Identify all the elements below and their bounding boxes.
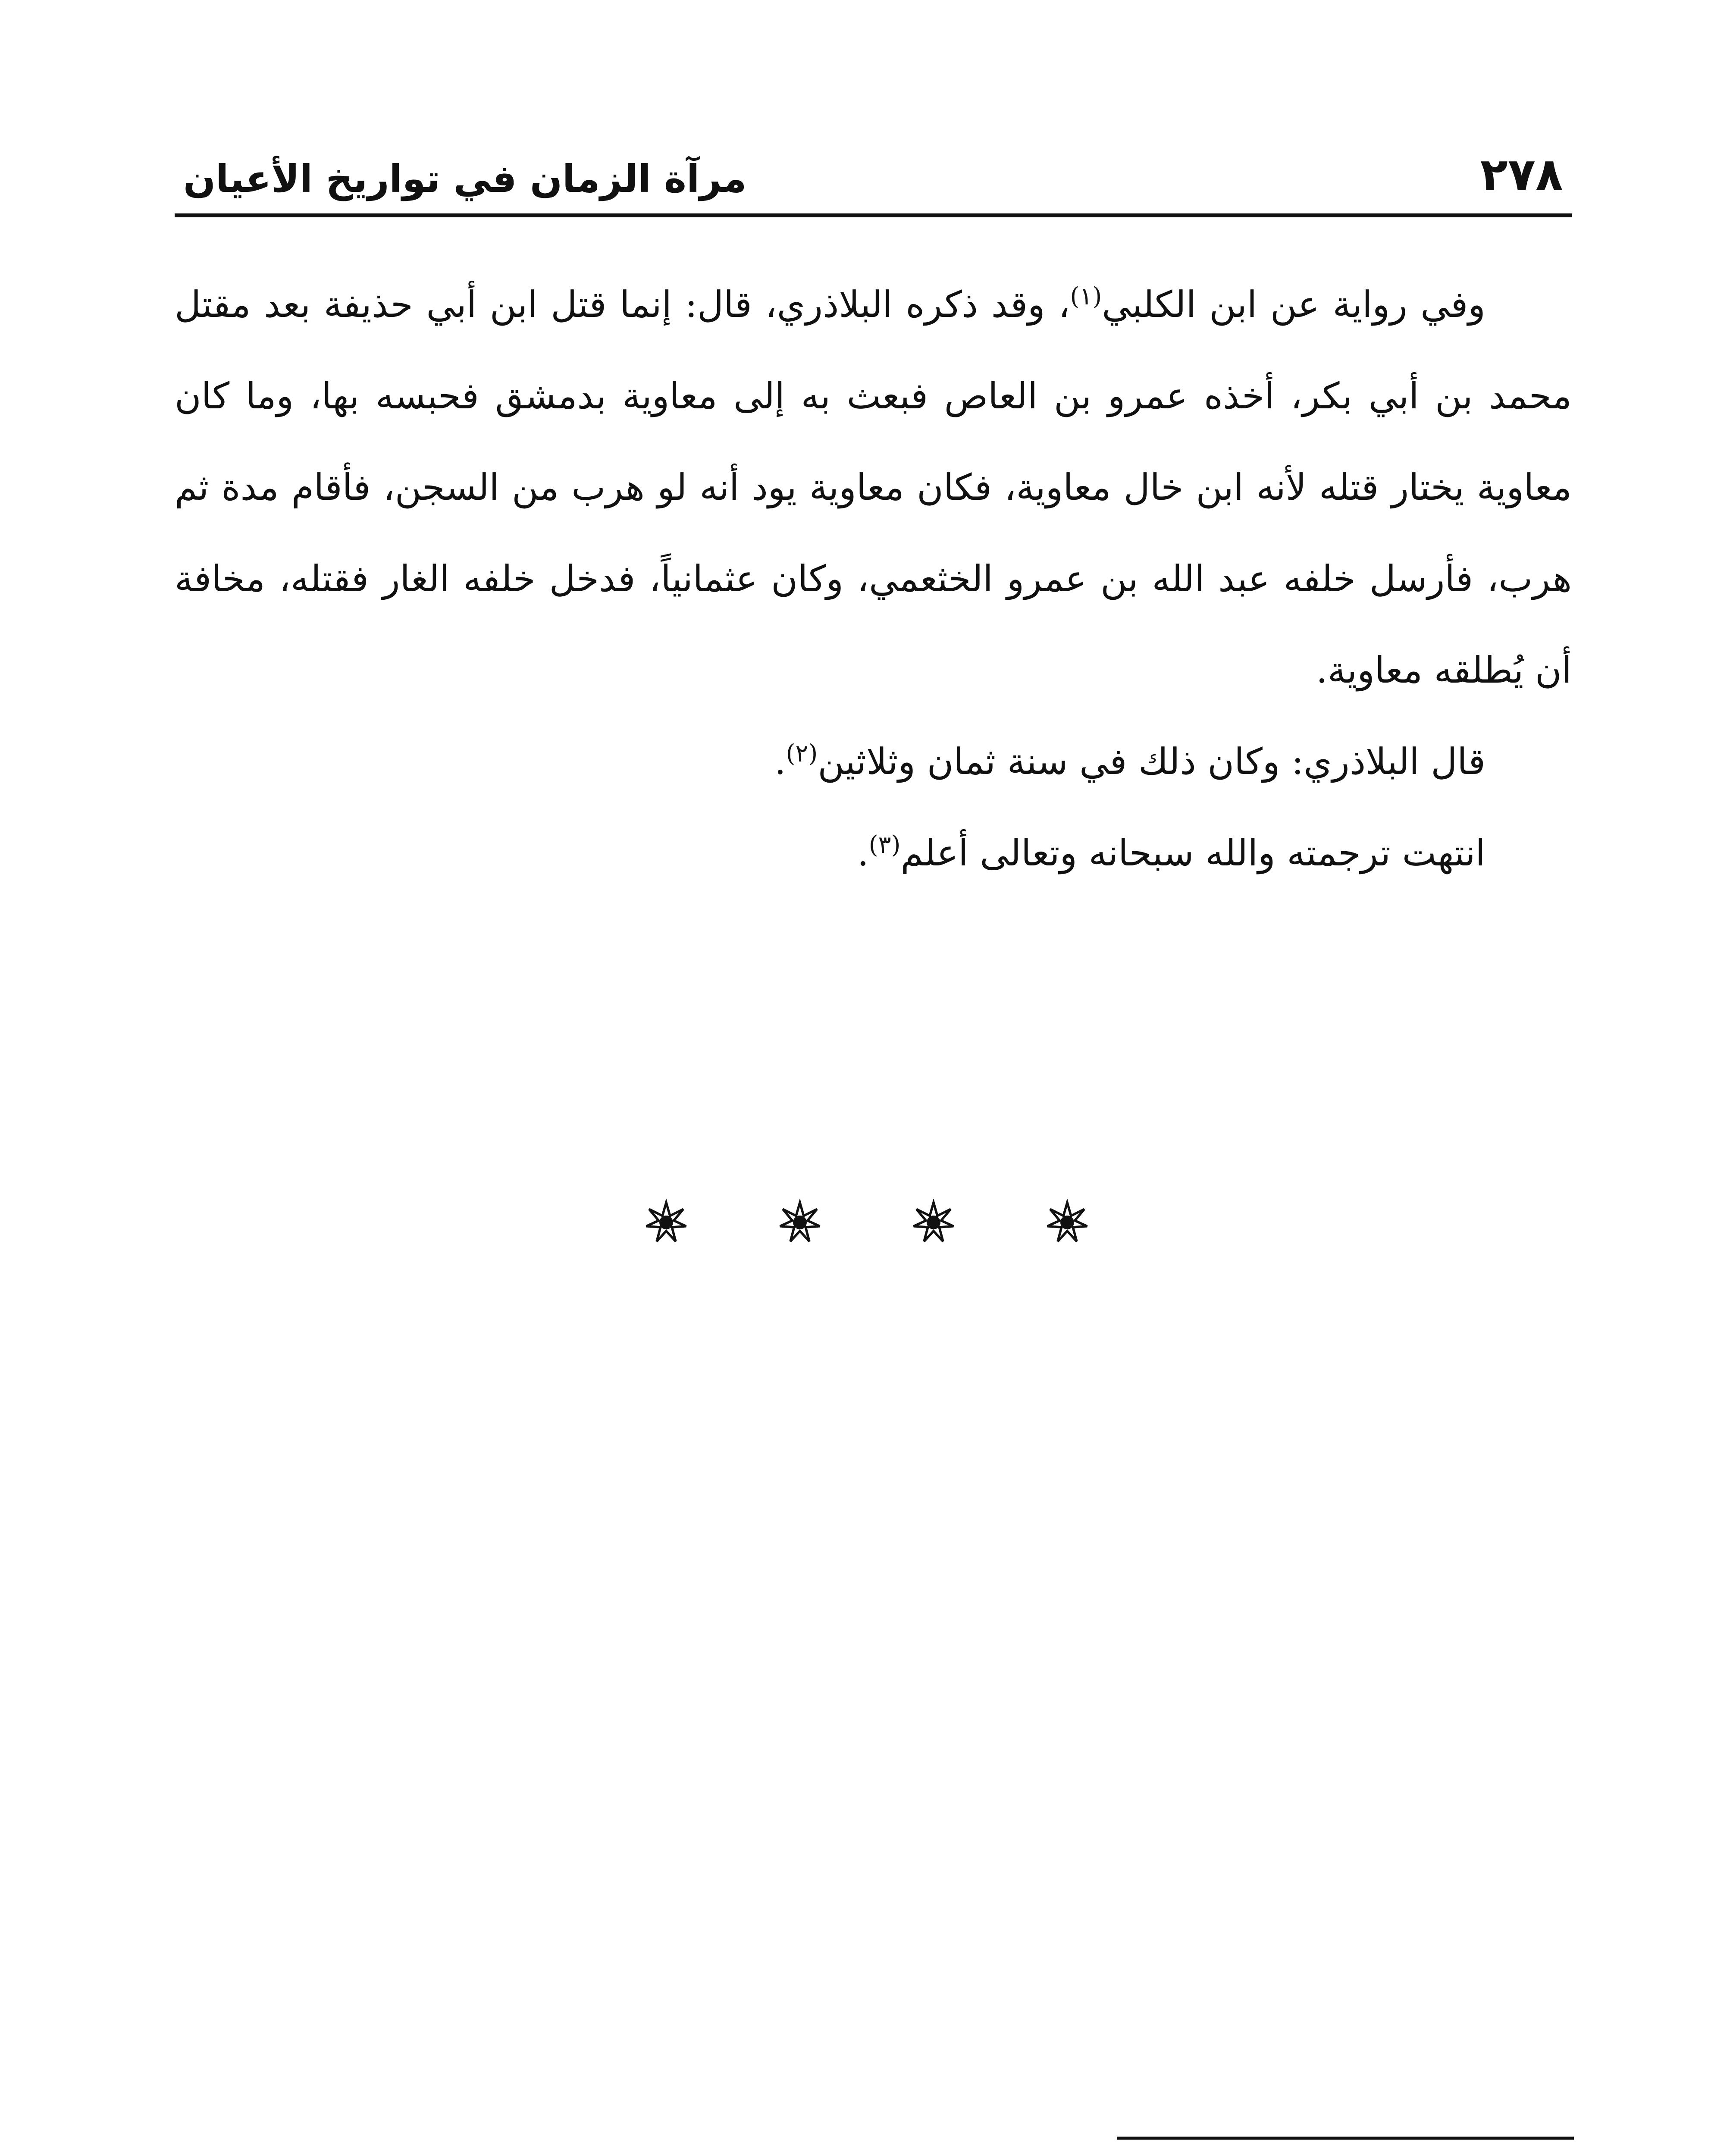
running-title: مرآة الزمان في تواريخ الأعيان	[183, 157, 747, 201]
footnote-rule	[1117, 2137, 1574, 2140]
paragraph-2-end: .	[774, 740, 786, 783]
floral-asterism-icon	[910, 1199, 957, 1246]
ornamental-separator	[0, 1190, 1733, 1255]
paragraph-1	[175, 259, 1572, 716]
page-number: ٢٧٨	[1480, 148, 1563, 201]
paragraph-3-end: .	[857, 832, 869, 874]
paragraph-2-text: قال البلاذري: وكان ذلك في سنة ثمان وثلاثين	[818, 740, 1485, 783]
floral-asterism-icon	[1044, 1199, 1091, 1246]
paragraph-1-start: وفي رواية عن ابن الكلبي	[1102, 283, 1485, 326]
footnote-mark-2: (٢)	[786, 740, 818, 768]
paragraph-3	[175, 807, 1572, 899]
paragraph-1-rest: ، وقد ذكره البلاذري، قال: إنما قتل ابن أبي حذيفة بعد مقتل محمد بن أبي بكر، أخذه عمرو بن العاص فبعث به إلى معاوية بدمشق فحبسه بها، وما كان معاوية يختار قتله لأنه ابن خال معاوية، فكان معاوية يود أنه لو هرب من السجن، فأقام مدة ثم هرب، فأرسل خلفه عبد الله بن عمرو الخثعمي، وكان عثمانياً، فدخل خلفه الغار فقتله، مخافة أن يُطلقه معاوية.	[175, 283, 1572, 691]
floral-asterism-icon	[642, 1199, 690, 1246]
footnote-mark-1: (١)	[1070, 282, 1102, 310]
main-text	[175, 259, 1572, 899]
footnote-mark-3: (٣)	[868, 831, 901, 859]
paragraph-2	[175, 716, 1572, 807]
running-header	[175, 142, 1572, 224]
floral-asterism-icon	[776, 1199, 824, 1246]
header-rule	[175, 213, 1572, 217]
paragraph-3-text: انتهت ترجمته والله سبحانه وتعالى أعلم	[900, 832, 1485, 874]
